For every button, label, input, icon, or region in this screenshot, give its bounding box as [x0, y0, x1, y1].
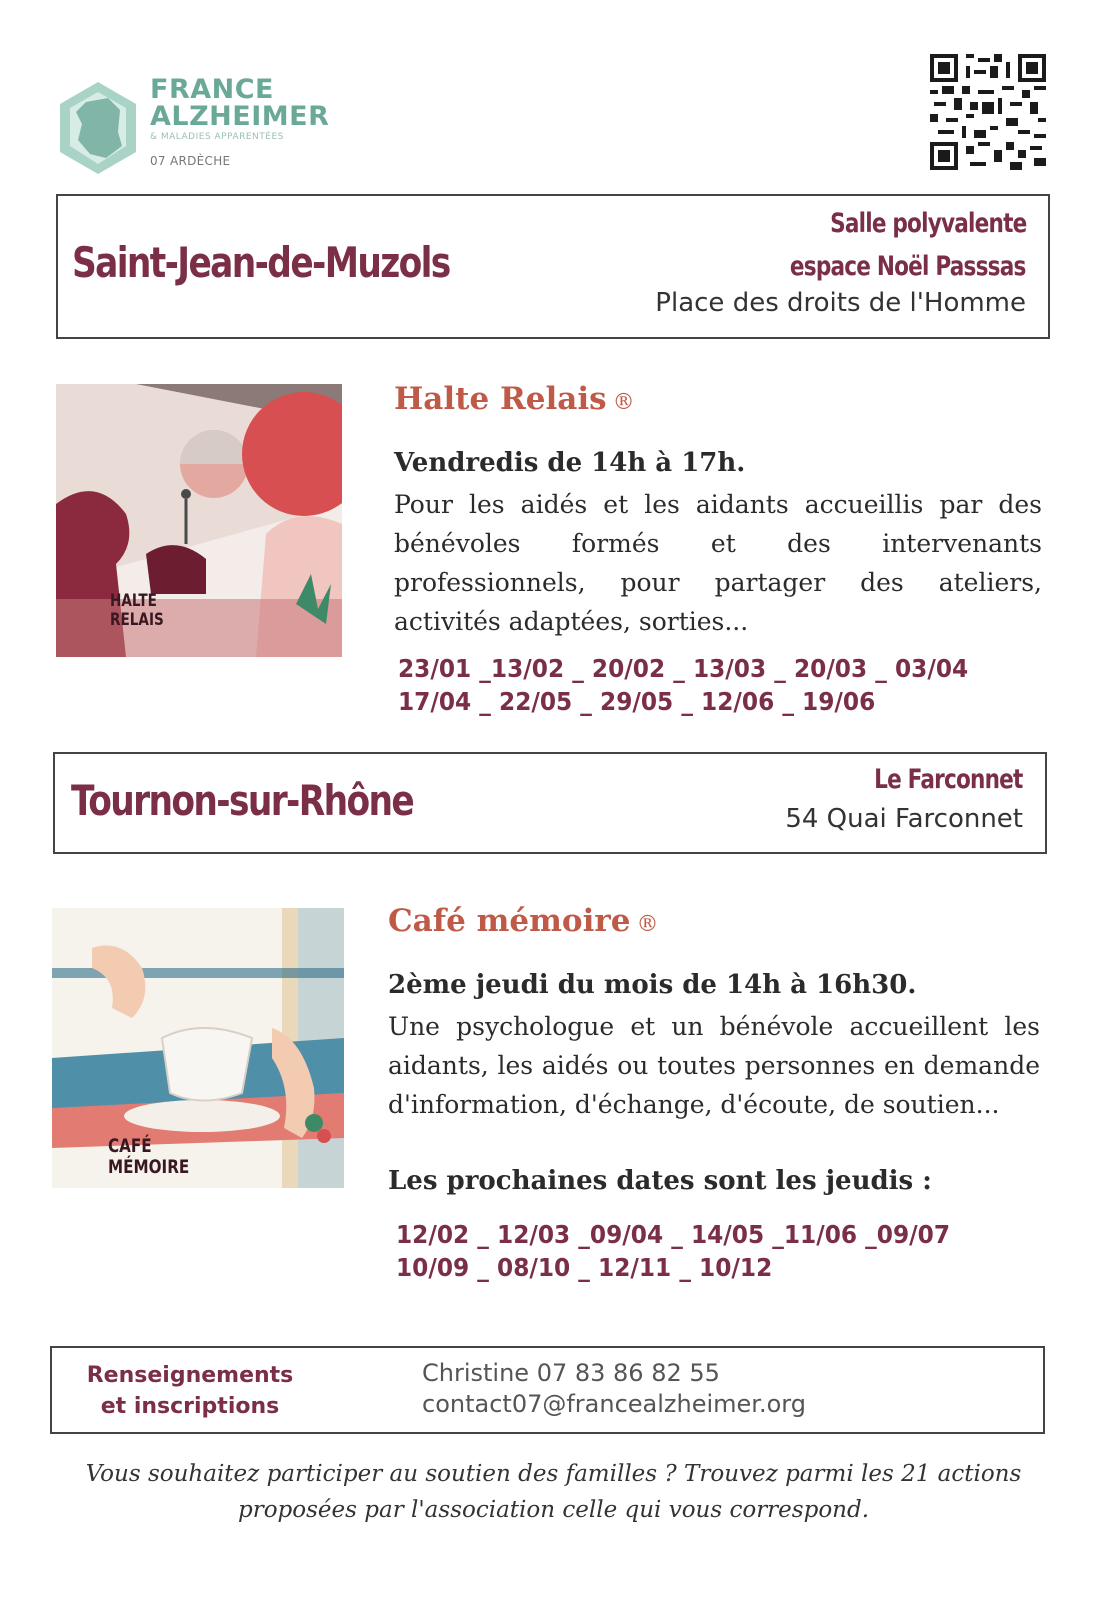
contact-email[interactable]: contact07@francealzheimer.org	[422, 1390, 806, 1418]
logo-subtitle: & MALADIES APPARENTÉES	[150, 132, 284, 142]
contact-label-line2: et inscriptions	[100, 1394, 280, 1419]
location-header-saint-jean	[56, 194, 1050, 339]
venue-address: Place des droits de l'Homme	[655, 288, 1026, 318]
qr-code-icon[interactable]	[930, 54, 1046, 170]
activity-dates	[396, 1218, 950, 1284]
footer-text	[40, 1456, 1067, 1528]
next-dates-intro: Les prochaines dates sont les jeudis :	[388, 1166, 932, 1196]
halte-relais-illustration	[56, 384, 342, 657]
registered-mark: ®	[612, 390, 635, 415]
venue-name-line1: Salle polyvalente	[829, 208, 1026, 239]
dates-line-1: 23/01 _13/02 _ 20/02 _ 13/03 _ 20/03 _ 03/04	[398, 654, 969, 683]
illustration-caption-line2: RELAIS	[110, 610, 164, 630]
location-city: Saint-Jean-de-Muzols	[72, 238, 450, 287]
activity-title-cafe-memoire	[388, 903, 658, 939]
logo-line-2: ALZHEIMER	[150, 101, 330, 132]
activity-title-text: Halte Relais	[394, 381, 607, 417]
logo-line-1: FRANCE	[150, 74, 274, 105]
footer-line2: proposées par l'association celle qui vous correspond.	[237, 1497, 870, 1523]
contact-phone[interactable]: Christine 07 83 86 82 55	[422, 1359, 720, 1387]
illustration-caption-line1: HALTE	[110, 591, 157, 611]
footer-line1: Vous souhaitez participer au soutien des familles ? Trouvez parmi les 21 actions	[85, 1461, 1022, 1487]
dates-line-1: 12/02 _ 12/03 _09/04 _ 14/05 _11/06 _09/07	[396, 1220, 951, 1249]
activity-title-halte-relais	[394, 381, 635, 417]
activity-description: Une psychologue et un bénévole accueillent les aidants, les aidés ou toutes personnes en demande d'information, d'échange, d'écoute, de soutien...	[388, 1012, 1040, 1119]
cafe-memoire-illustration	[52, 908, 344, 1188]
dates-line-2: 17/04 _ 22/05 _ 29/05 _ 12/06 _ 19/06	[398, 687, 876, 716]
activity-description: Pour les aidés et les aidants accueillis par des bénévoles formés et des intervenants professionnels, pour partager des ateliers, activités adaptées, sorties...	[394, 490, 1042, 636]
contact-box	[50, 1346, 1045, 1434]
illustration-caption-line2: MÉMOIRE	[108, 1156, 190, 1178]
contact-info	[422, 1358, 806, 1420]
venue-name-line2: espace Noël Passsas	[790, 251, 1026, 282]
activity-dates	[398, 652, 968, 718]
france-map-logo-icon	[56, 80, 140, 176]
dates-line-2: 10/09 _ 08/10 _ 12/11 _ 10/12	[396, 1253, 773, 1282]
activity-title-text: Café mémoire	[388, 903, 631, 939]
registered-mark: ®	[636, 912, 659, 937]
logo-department: 07 ARDÈCHE	[150, 154, 231, 168]
france-alzheimer-logo	[52, 72, 372, 192]
venue-address: 54 Quai Farconnet	[785, 804, 1023, 834]
activity-schedule: 2ème jeudi du mois de 14h à 16h30.	[388, 970, 917, 1000]
contact-label-line1: Renseignements	[86, 1363, 294, 1388]
activity-schedule: Vendredis de 14h à 17h.	[394, 448, 746, 478]
illustration-caption-line1: CAFÉ	[108, 1135, 152, 1157]
contact-label	[80, 1360, 300, 1422]
location-header-tournon	[53, 752, 1047, 854]
venue-name-line1: Le Farconnet	[874, 764, 1023, 795]
location-city: Tournon-sur-Rhône	[71, 776, 414, 825]
